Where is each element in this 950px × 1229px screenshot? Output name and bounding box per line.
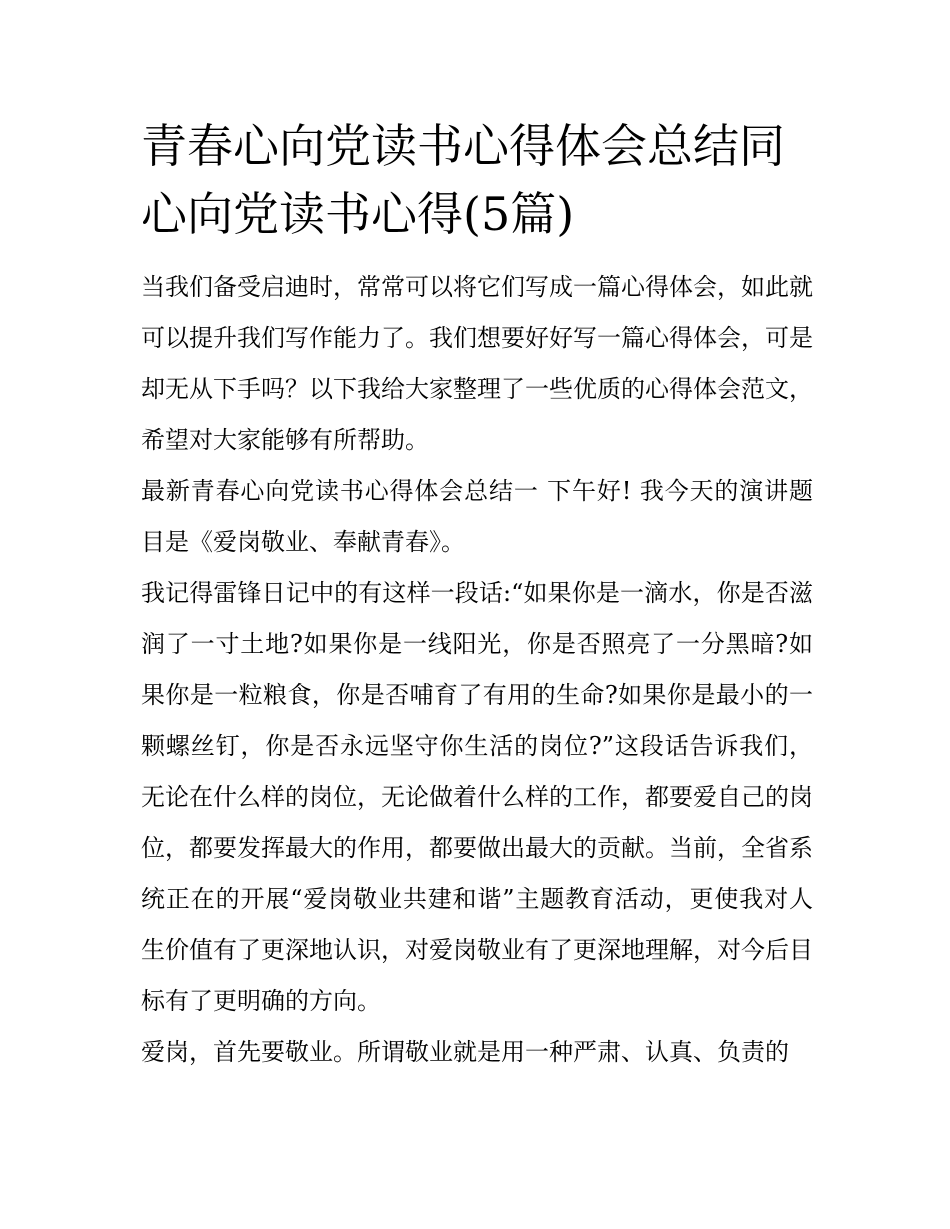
document-title: 青春心向党读书心得体会总结同心向党读书心得(5篇)	[141, 119, 785, 241]
document-body	[141, 262, 813, 1078]
paragraph-leifeng-quote: 我记得雷锋日记中的有这样一段话:“如果你是一滴水，你是否滋润了一寸土地?如果你是一线阳光，你是否照亮了一分黑暗?如果你是一粒粮食，你是否哺育了有用的生命?如果你是最小的一颗螺丝钉，你是否永远坚守你生活的岗位?”这段话告诉我们，无论在什么样的岗位，无论做着什么样的工作，都要爱自己的岗位，都要发挥最大的作用，都要做出最大的贡献。当前，全省系统正在的开展“爱岗敬业共建和谐”主题教育活动，更使我对人生价值有了更深地认识，对爱岗敬业有了更深地理解，对今后目标有了更明确的方向。	[141, 579, 813, 1015]
paragraph-heading-one: 最新青春心向党读书心得体会总结一 下午好! 我今天的演讲题目是《爱岗敬业、奉献青春》。	[141, 477, 813, 556]
document-page	[141, 112, 813, 1078]
paragraph-intro: 当我们备受启迪时，常常可以将它们写成一篇心得体会，如此就可以提升我们写作能力了。我们想要好好写一篇心得体会，可是却无从下手吗？以下我给大家整理了一些优质的心得体会范文，希望对大家能够有所帮助。	[141, 273, 813, 454]
paragraph-aigang: 爱岗，首先要敬业。所谓敬业就是用一种严肃、认真、负责的	[141, 1038, 789, 1066]
